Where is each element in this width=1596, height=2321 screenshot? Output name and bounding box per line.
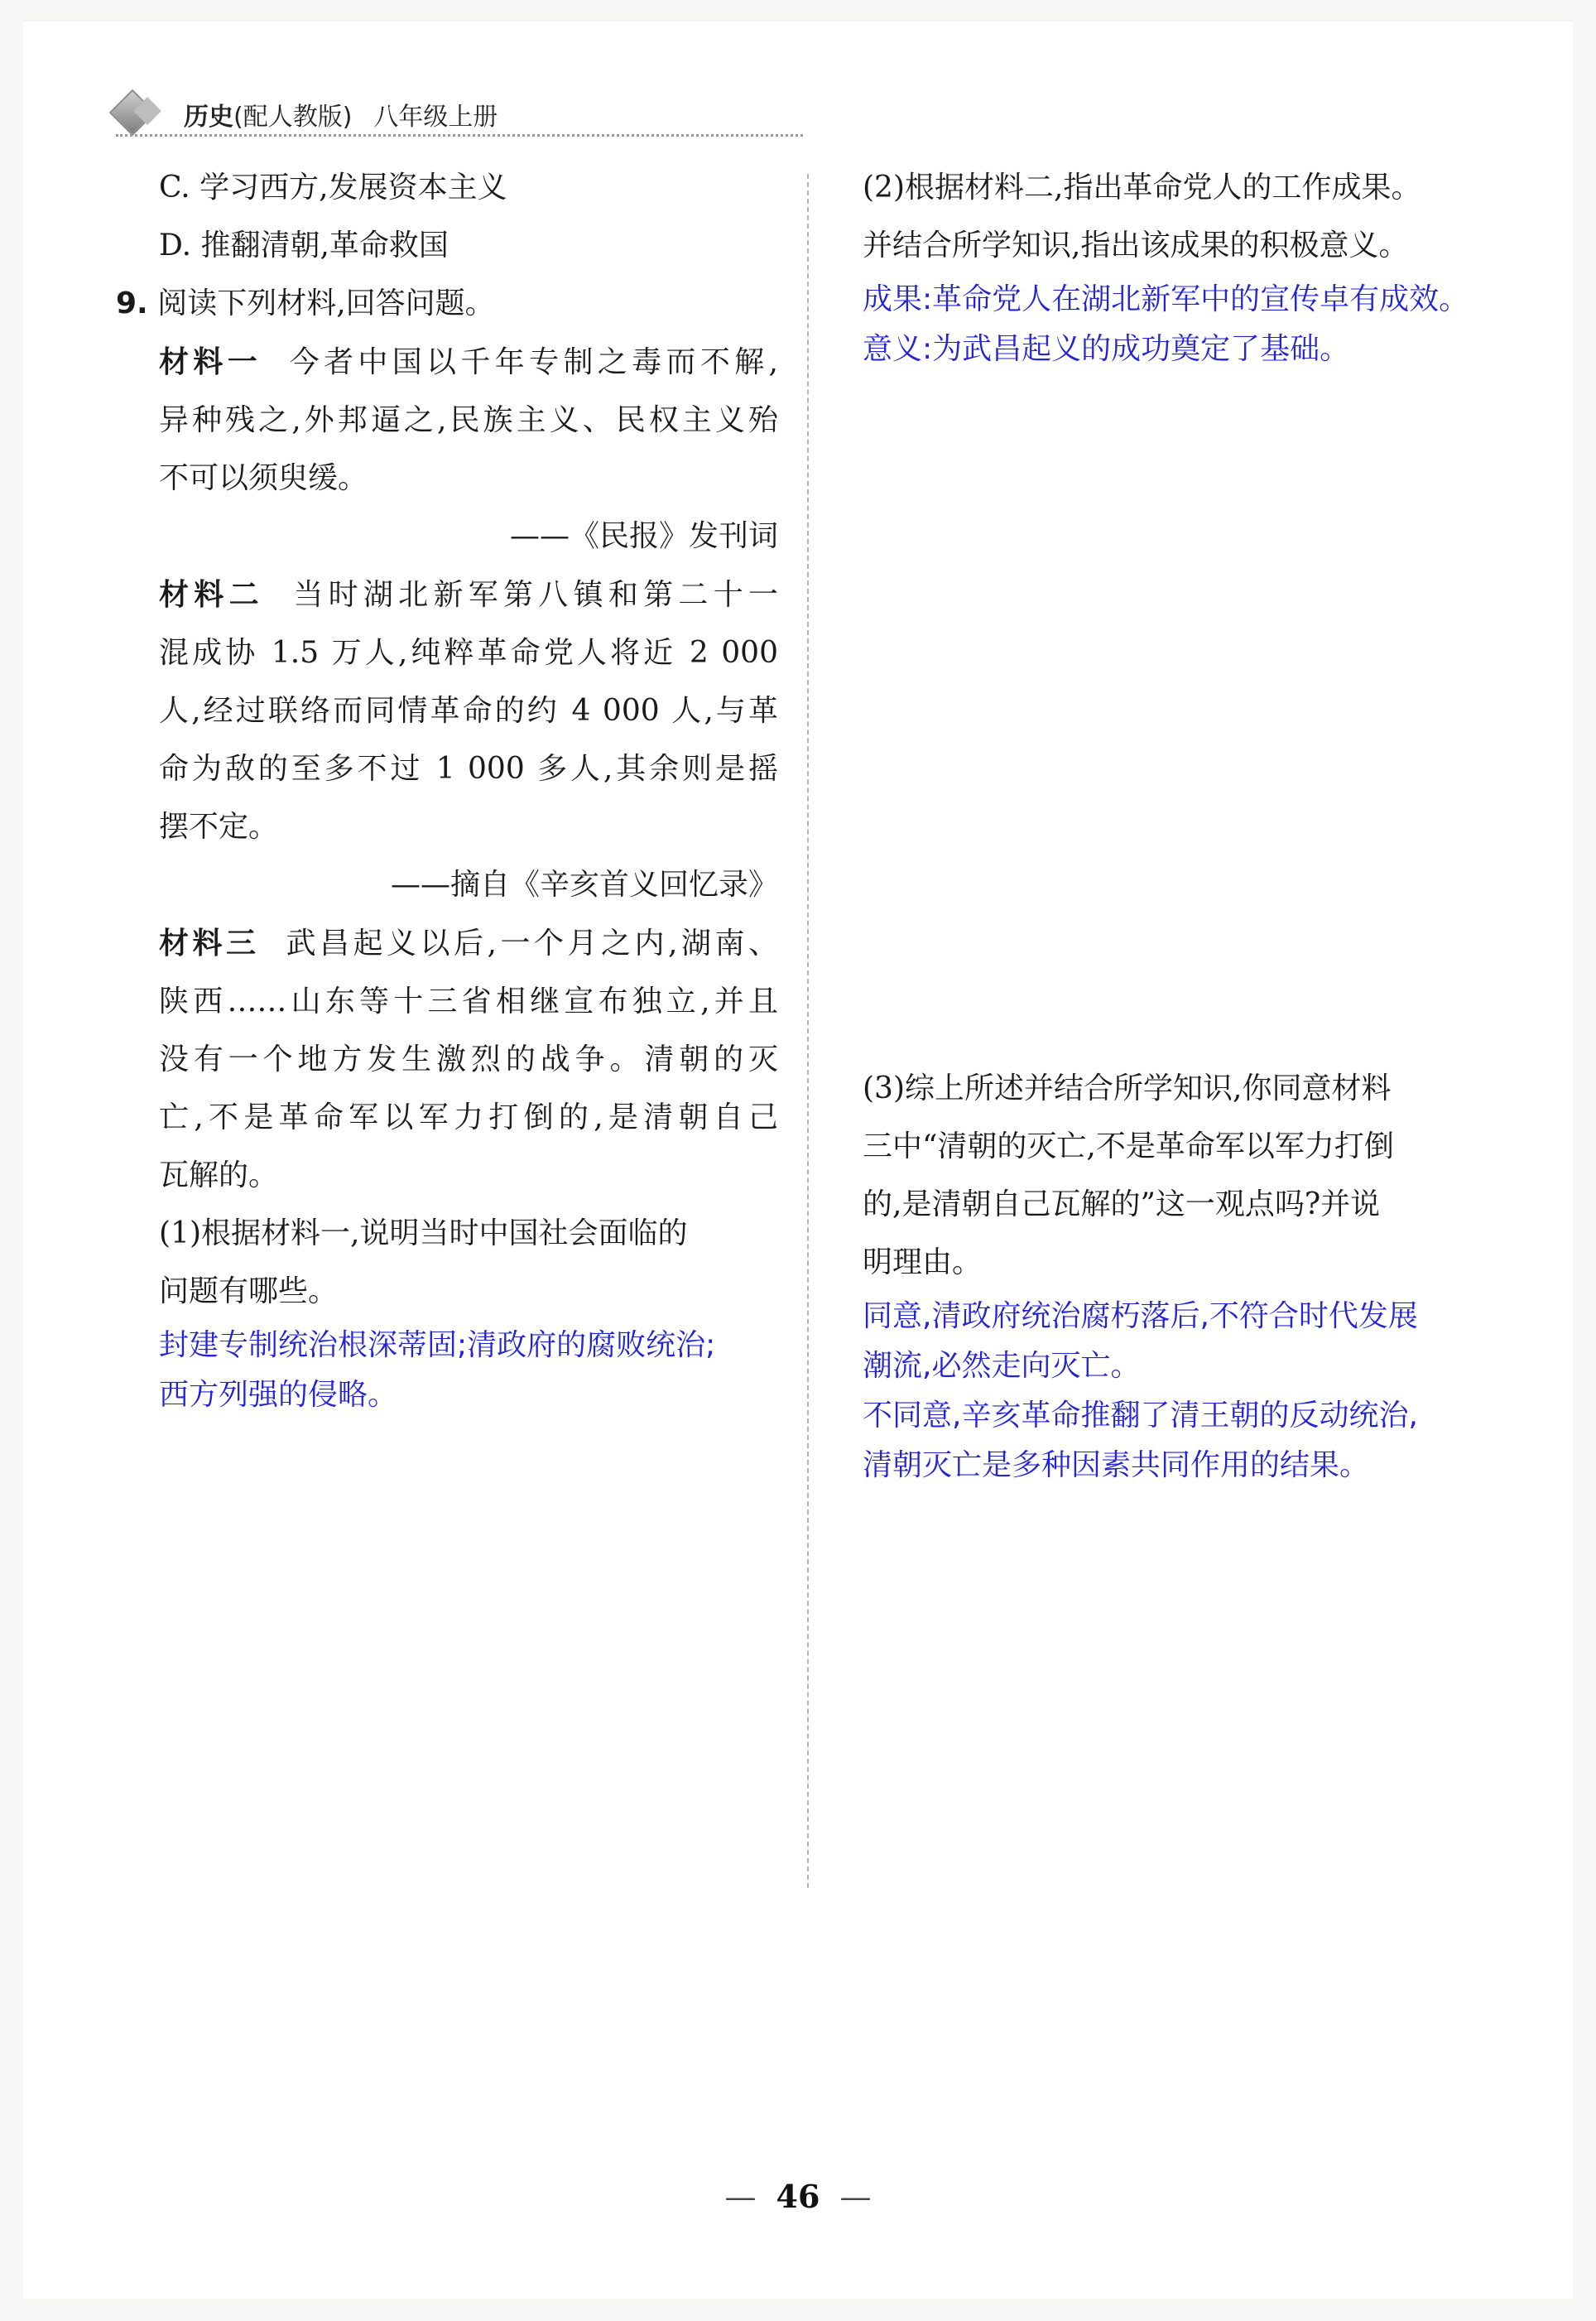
header-subject: 历史 [184,103,233,132]
answer-3 [863,1292,1541,1490]
answer-2-line: 意义:为武昌起义的成功奠定了基础。 [863,332,1350,366]
material-2-line: 人,经过联络而同情革命的约 4 000 人,与革 [159,694,778,728]
answer-2 [863,275,1541,374]
material-1-label: 材料一 [159,344,262,379]
answer-3-line: 清朝灭亡是多种因素共同作用的结果。 [863,1448,1370,1482]
material-2-source: ——摘自《辛亥首义回忆录》 [390,868,778,902]
answer-space [863,374,1541,1060]
material-3-label: 材料三 [159,926,260,961]
option-c: C. 学习西方,发展资本主义 [159,171,507,205]
page-number [0,2178,1596,2215]
material-3-line: 瓦解的。 [159,1158,279,1192]
answer-2-line: 成果:革命党人在湖北新军中的宣传卓有成效。 [863,282,1469,316]
material-2-label: 材料二 [159,577,264,612]
material-1-source: ——《民报》发刊词 [509,519,778,553]
material-2-line: 混成协 1.5 万人,纯粹革命党人将近 2 000 [159,636,778,670]
header-grade: 八年级上册 [373,103,498,132]
question-2-line: 并结合所学知识,指出该成果的积极意义。 [863,229,1409,262]
material-1-line: 异种残之,外邦逼之,民族主义、民权主义殆 [159,403,778,437]
question-9-stem [116,275,778,333]
question-3-line: (3)综上所述并结合所学知识,你同意材料 [863,1071,1392,1105]
question-2-line: (2)根据材料二,指出革命党人的工作成果。 [863,171,1421,205]
answer-1-line: 西方列强的侵略。 [159,1378,398,1412]
answer-1 [116,1321,778,1420]
material-2-text: 当时湖北新军第八镇和第二十一 [293,578,778,612]
left-column [116,159,778,1420]
material-3-line: 亡,不是革命军以军力打倒的,是清朝自己 [159,1100,778,1134]
question-3-line: 的,是清朝自己瓦解的”这一观点吗?并说 [863,1187,1381,1221]
question-1-line: 问题有哪些。 [159,1274,339,1308]
answer-1-line: 封建专制统治根深蒂固;清政府的腐败统治; [159,1328,716,1362]
page-number-dash-left: — [724,2179,757,2215]
header-rule [116,134,803,137]
material-2-line: 命为敌的至多不过 1 000 多人,其余则是摇 [159,752,778,786]
question-3-line: 明理由。 [863,1245,983,1279]
answer-3-line: 潮流,必然走向灭亡。 [863,1349,1141,1383]
header-title [184,96,498,132]
right-column [863,159,1541,1490]
page-header [116,89,803,139]
page-number-value: 46 [776,2178,820,2215]
material-1-text: 今者中国以千年专制之毒而不解, [289,345,778,379]
option-d: D. 推翻清朝,革命救国 [159,229,449,262]
question-1-line: (1)根据材料一,说明当时中国社会面临的 [159,1216,688,1250]
material-1-line: 不可以须臾缓。 [159,461,368,495]
material-3-line: 没有一个地方发生激烈的战争。清朝的灭 [159,1043,778,1076]
material-2-line: 摆不定。 [159,810,279,844]
material-3-text: 武昌起义以后,一个月之内,湖南、 [286,927,778,961]
answer-3-line: 不同意,辛亥革命推翻了清王朝的反动统治, [863,1399,1418,1433]
question-9-number: 9. [116,287,148,320]
material-2-line [116,566,778,624]
question-9-text: 阅读下列材料,回答问题。 [157,287,495,320]
material-3-line [116,914,778,973]
answer-3-line: 同意,清政府统治腐朽落后,不符合时代发展 [863,1299,1418,1333]
column-divider [807,174,809,1888]
header-edition: (配人教版) [233,103,353,132]
material-1-line [116,333,778,392]
page-number-dash-right: — [839,2179,872,2215]
material-3-line: 陕西……山东等十三省相继宣布独立,并且 [159,985,778,1018]
question-3-line: 三中“清朝的灭亡,不是革命军以军力打倒 [863,1129,1394,1163]
